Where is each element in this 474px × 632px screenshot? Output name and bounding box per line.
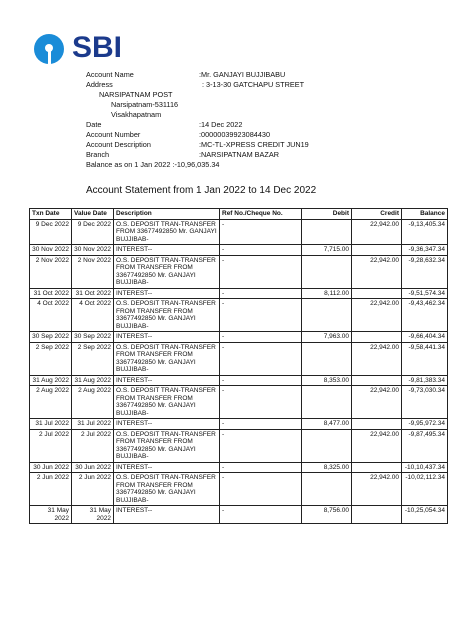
col-credit: Credit: [352, 209, 402, 220]
cell-description: O.S. DEPOSIT TRAN-TRANSFER FROM TRANSFER FROM 33677492850 Mr. GANJAYI BUJJIBAB-: [114, 342, 220, 375]
cell-balance: -9,66,404.34: [402, 332, 448, 343]
cell-description: INTEREST--: [114, 375, 220, 386]
cell-credit: 22,942.00: [352, 429, 402, 462]
address-line-3: Narsipatnam-531116: [111, 100, 179, 109]
table-row: [30, 429, 448, 462]
table-row: [30, 332, 448, 343]
cell-description: INTEREST--: [114, 419, 220, 430]
cell-value-date: 2 Sep 2022: [72, 342, 114, 375]
account-number-label: Account Number: [86, 130, 141, 139]
cell-value-date: 31 Jul 2022: [72, 419, 114, 430]
cell-balance: -9,36,347.34: [402, 245, 448, 256]
cell-balance: -9,43,462.34: [402, 299, 448, 332]
cell-ref-no: -: [220, 386, 302, 419]
cell-credit: [352, 245, 402, 256]
cell-value-date: 30 Sep 2022: [72, 332, 114, 343]
cell-txn-date: 2 Nov 2022: [30, 255, 72, 288]
cell-debit: 8,112.00: [302, 288, 352, 299]
date-label: Date: [86, 120, 102, 129]
cell-txn-date: 2 Aug 2022: [30, 386, 72, 419]
account-name-label: Account Name: [86, 70, 134, 79]
cell-ref-no: -: [220, 473, 302, 506]
table-row: [30, 299, 448, 332]
cell-description: INTEREST--: [114, 288, 220, 299]
cell-description: O.S. DEPOSIT TRAN-TRANSFER FROM TRANSFER FROM 33677492850 Mr. GANJAYI BUJJIBAB-: [114, 386, 220, 419]
cell-description: INTEREST--: [114, 245, 220, 256]
account-name-value: :Mr. GANJAYI BUJJIBABU: [199, 70, 286, 79]
cell-ref-no: -: [220, 462, 302, 473]
cell-description: O.S. DEPOSIT TRAN-TRANSFER FROM 33677492850 Mr. GANJAYI BUJJIBAB-: [114, 219, 220, 245]
cell-txn-date: 31 Jul 2022: [30, 419, 72, 430]
cell-description: O.S. DEPOSIT TRAN-TRANSFER FROM TRANSFER FROM 33677492850 Mr. GANJAYI BUJJIBAB-: [114, 255, 220, 288]
cell-description: O.S. DEPOSIT TRAN-TRANSFER FROM TRANSFER FROM 33677492850 Mr. GANJAYI BUJJIBAB-: [114, 473, 220, 506]
cell-ref-no: -: [220, 299, 302, 332]
table-row: [30, 375, 448, 386]
cell-debit: 8,477.00: [302, 419, 352, 430]
cell-value-date: 31 Oct 2022: [72, 288, 114, 299]
cell-balance: -9,58,441.34: [402, 342, 448, 375]
cell-debit: [302, 299, 352, 332]
cell-debit: 8,325.00: [302, 462, 352, 473]
cell-debit: 7,715.00: [302, 245, 352, 256]
cell-ref-no: -: [220, 219, 302, 245]
cell-credit: 22,942.00: [352, 386, 402, 419]
table-header-row: [30, 209, 448, 220]
cell-value-date: 31 Aug 2022: [72, 375, 114, 386]
cell-value-date: 30 Nov 2022: [72, 245, 114, 256]
cell-debit: [302, 342, 352, 375]
cell-txn-date: 9 Dec 2022: [30, 219, 72, 245]
table-row: [30, 473, 448, 506]
cell-debit: [302, 255, 352, 288]
cell-value-date: 2 Jun 2022: [72, 473, 114, 506]
table-row: [30, 219, 448, 245]
cell-balance: -9,81,383.34: [402, 375, 448, 386]
cell-credit: 22,942.00: [352, 342, 402, 375]
cell-credit: [352, 288, 402, 299]
col-description: Description: [114, 209, 220, 220]
cell-txn-date: 30 Jun 2022: [30, 462, 72, 473]
cell-txn-date: 4 Oct 2022: [30, 299, 72, 332]
cell-credit: 22,942.00: [352, 299, 402, 332]
cell-value-date: 30 Jun 2022: [72, 462, 114, 473]
cell-value-date: 2 Nov 2022: [72, 255, 114, 288]
cell-ref-no: -: [220, 375, 302, 386]
cell-txn-date: 2 Jul 2022: [30, 429, 72, 462]
cell-balance: -9,73,030.34: [402, 386, 448, 419]
cell-txn-date: 2 Jun 2022: [30, 473, 72, 506]
cell-description: INTEREST--: [114, 462, 220, 473]
sbi-keyhole-icon: [34, 34, 64, 64]
cell-credit: 22,942.00: [352, 473, 402, 506]
cell-balance: -9,13,405.34: [402, 219, 448, 245]
cell-description: INTEREST--: [114, 332, 220, 343]
table-row: [30, 419, 448, 430]
cell-ref-no: -: [220, 342, 302, 375]
cell-balance: -9,28,632.34: [402, 255, 448, 288]
cell-debit: [302, 429, 352, 462]
table-row: [30, 386, 448, 419]
date-value: :14 Dec 2022: [199, 120, 243, 129]
cell-credit: [352, 506, 402, 524]
cell-debit: 8,353.00: [302, 375, 352, 386]
cell-ref-no: -: [220, 288, 302, 299]
cell-ref-no: -: [220, 419, 302, 430]
sbi-logo: [34, 31, 154, 66]
table-row: [30, 506, 448, 524]
cell-balance: -10,25,054.34: [402, 506, 448, 524]
opening-balance: Balance as on 1 Jan 2022 :-10,96,035.34: [86, 160, 220, 169]
col-value-date: Value Date: [72, 209, 114, 220]
address-label: Address: [86, 80, 113, 89]
cell-debit: 8,756.00: [302, 506, 352, 524]
cell-ref-no: -: [220, 332, 302, 343]
table-row: [30, 462, 448, 473]
cell-ref-no: -: [220, 429, 302, 462]
cell-description: INTEREST--: [114, 506, 220, 524]
cell-value-date: 31 May 2022: [72, 506, 114, 524]
cell-balance: -9,51,574.34: [402, 288, 448, 299]
cell-txn-date: 31 Aug 2022: [30, 375, 72, 386]
branch-value: :NARSIPATNAM BAZAR: [199, 150, 280, 159]
cell-balance: -10,10,437.34: [402, 462, 448, 473]
account-description-label: Account Description: [86, 140, 151, 149]
cell-txn-date: 2 Sep 2022: [30, 342, 72, 375]
cell-credit: [352, 462, 402, 473]
cell-debit: [302, 473, 352, 506]
cell-credit: [352, 419, 402, 430]
cell-balance: -10,02,112.34: [402, 473, 448, 506]
cell-balance: -9,95,972.34: [402, 419, 448, 430]
col-debit: Debit: [302, 209, 352, 220]
address-line-1: : 3-13-30 GATCHAPU STREET: [202, 80, 305, 89]
cell-balance: -9,87,495.34: [402, 429, 448, 462]
cell-ref-no: -: [220, 245, 302, 256]
cell-debit: [302, 386, 352, 419]
cell-credit: 22,942.00: [352, 219, 402, 245]
cell-txn-date: 31 Oct 2022: [30, 288, 72, 299]
table-row: [30, 255, 448, 288]
cell-credit: [352, 332, 402, 343]
cell-credit: 22,942.00: [352, 255, 402, 288]
table-row: [30, 342, 448, 375]
address-line-2: NARSIPATNAM POST: [99, 90, 173, 99]
cell-ref-no: -: [220, 506, 302, 524]
cell-description: O.S. DEPOSIT TRAN-TRANSFER FROM TRANSFER FROM 33677492850 Mr. GANJAYI BUJJIBAB-: [114, 299, 220, 332]
address-line-4: Visakhapatnam: [111, 110, 162, 119]
cell-ref-no: -: [220, 255, 302, 288]
account-description-value: :MC-TL-XPRESS CREDIT JUN19: [199, 140, 309, 149]
col-ref-no: Ref No./Cheque No.: [220, 209, 302, 220]
col-txn-date: Txn Date: [30, 209, 72, 220]
table-row: [30, 288, 448, 299]
col-balance: Balance: [402, 209, 448, 220]
cell-value-date: 2 Jul 2022: [72, 429, 114, 462]
table-row: [30, 245, 448, 256]
cell-txn-date: 30 Sep 2022: [30, 332, 72, 343]
cell-credit: [352, 375, 402, 386]
cell-value-date: 4 Oct 2022: [72, 299, 114, 332]
cell-debit: [302, 219, 352, 245]
cell-txn-date: 30 Nov 2022: [30, 245, 72, 256]
cell-value-date: 2 Aug 2022: [72, 386, 114, 419]
cell-txn-date: 31 May 2022: [30, 506, 72, 524]
cell-value-date: 9 Dec 2022: [72, 219, 114, 245]
cell-debit: 7,963.00: [302, 332, 352, 343]
transactions-table: [29, 208, 448, 524]
brand-name: SBI: [72, 31, 123, 64]
branch-label: Branch: [86, 150, 110, 159]
account-number-value: :00000039923084430: [199, 130, 271, 139]
statement-title: Account Statement from 1 Jan 2022 to 14 Dec 2022: [86, 185, 317, 196]
cell-description: O.S. DEPOSIT TRAN-TRANSFER FROM TRANSFER FROM 33677492850 Mr. GANJAYI BUJJIBAB-: [114, 429, 220, 462]
